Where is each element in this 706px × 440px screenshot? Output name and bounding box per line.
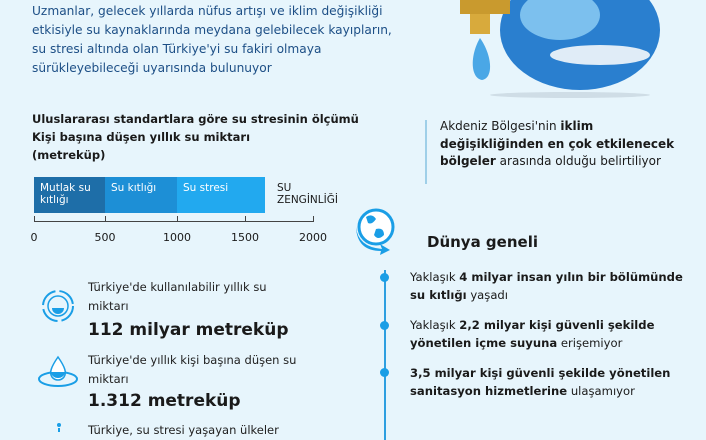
faucet-globe-illustration	[430, 0, 706, 100]
text: arasında olduğu belirtiliyor	[495, 154, 661, 168]
world-item	[410, 316, 700, 352]
world-item	[410, 268, 700, 304]
chart-title-line: Uluslararası standartlara göre su stresinin ölçümü	[32, 112, 359, 126]
stat-value: 1.312 metreküp	[88, 391, 241, 411]
tick-label: 2000	[299, 231, 327, 244]
text-bold: 4 milyar insan yılın bir bölümünde su kıtlığı	[410, 270, 683, 302]
text: yaşadı	[466, 288, 509, 302]
tick-label: 0	[30, 231, 38, 244]
stat-value: 112 milyar metreküp	[88, 320, 289, 340]
timeline-line	[384, 270, 386, 440]
text: Yaklaşık	[410, 270, 460, 284]
timeline-dot	[380, 321, 389, 330]
world-item	[410, 364, 700, 400]
water-drop-icon	[37, 355, 79, 389]
text: erişemiyor	[557, 336, 623, 350]
stat-label: Türkiye, su stresi yaşayan ülkeler	[88, 423, 279, 437]
world-title: Dünya geneli	[427, 233, 538, 251]
tick-mark	[34, 216, 35, 222]
tick-mark	[245, 216, 246, 222]
chart-unit: (metreküp)	[32, 148, 106, 162]
timeline-dot	[380, 273, 389, 282]
tick-mark	[105, 216, 106, 222]
chart-title	[32, 110, 362, 164]
water-cycle-icon	[40, 288, 76, 324]
chart-subtitle: Kişi başına düşen yıllık su miktarı	[32, 130, 251, 144]
text: Yaklaşık	[410, 318, 460, 332]
timeline-dot	[380, 368, 389, 377]
segment-mutlak-su-kitligi: Mutlak su kıtlığı	[34, 177, 105, 213]
globe-icon	[352, 207, 396, 255]
tick-label: 500	[94, 231, 116, 244]
quote-bar	[425, 120, 427, 184]
tick-label: 1500	[231, 231, 259, 244]
tick-mark	[313, 216, 314, 222]
text-bold: 2,2 milyar kişi güvenli şekilde yönetilen içme suyuna	[410, 318, 655, 350]
akdeniz-note	[440, 118, 680, 171]
text-bold: 3,5 milyar kişi güvenli şekilde yönetilen sanitasyon hizmetlerine	[410, 366, 671, 398]
stat-label: Türkiye'de yıllık kişi başına düşen su miktarı	[88, 353, 297, 386]
segment-su-zenginligi: SU ZENGİNLİĞİ	[277, 182, 338, 206]
text: ulaşamıyor	[567, 384, 635, 398]
chart-axis	[34, 221, 314, 222]
tick-mark	[177, 216, 178, 222]
text: Akdeniz Bölgesi'nin	[440, 119, 561, 133]
segment-su-stresi: Su stresi	[177, 177, 265, 213]
tick-label: 1000	[163, 231, 191, 244]
segment-su-kitligi: Su kıtlığı	[105, 177, 177, 213]
stat-label: Türkiye'de kullanılabilir yıllık su miktarı	[88, 280, 267, 313]
text-bold: iklim değişikliğinden en çok etkilenecek bölgeler	[440, 119, 675, 168]
intro-text: Uzmanlar, gelecek yıllarda nüfus artışı ve iklim değişikliği etkisiyle su kaynaklarında meydana gelebilecek kayıpların, su stresi altında olan Türkiye'yi su fakiri olmaya sürükleyebileceği uyarısında bulunuyor	[32, 4, 392, 75]
